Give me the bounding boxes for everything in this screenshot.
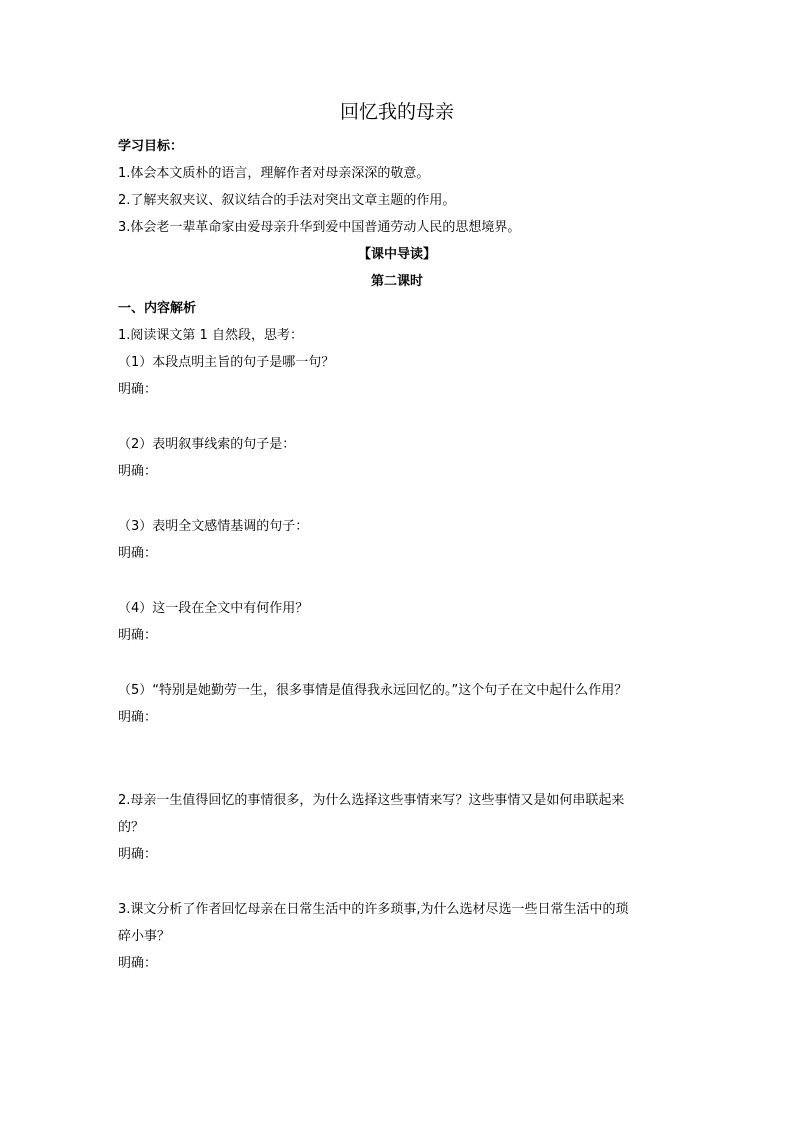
question-2-line-1: 2.母亲一生值得回忆的事情很多，为什么选择这些事情来写？这些事情又是如何串联起来 <box>118 793 625 808</box>
document-title: 回忆我的母亲 <box>339 101 454 123</box>
question-1-sub-3: （3）表明全文感情基调的句子： <box>118 519 309 534</box>
question-1-sub-2: （2）表明叙事线索的句子是： <box>118 437 296 452</box>
goal-item-1: 1.体会本文质朴的语言，理解作者对母亲深深的敬意。 <box>118 166 430 181</box>
question-3-line-1: 3.课文分析了作者回忆母亲在日常生活中的许多琐事,为什么选材尽选一些日常生活中的琐 <box>118 902 629 917</box>
answer-label: 明确： <box>118 628 158 643</box>
goal-item-2: 2.了解夹叙夹议、叙议结合的手法对突出文章主题的作用。 <box>118 193 456 208</box>
question-1-intro: 1.阅读课文第 1 自然段，思考： <box>118 328 303 343</box>
question-3-line-2: 碎小事？ <box>118 929 171 944</box>
question-1-sub-1: （1）本段点明主旨的句子是哪一句？ <box>118 355 335 370</box>
part-heading: 一、内容解析 <box>118 301 197 316</box>
answer-label: 明确： <box>118 847 158 862</box>
answer-label: 明确： <box>118 546 158 561</box>
answer-label: 明确： <box>118 710 158 725</box>
lesson-heading: 第二课时 <box>370 274 423 289</box>
answer-label: 明确： <box>118 956 158 971</box>
answer-label: 明确： <box>118 464 158 479</box>
goal-item-3: 3.体会老一辈革命家由爱母亲升华到爱中国普通劳动人民的思想境界。 <box>118 220 521 235</box>
question-1-sub-5: （5）“特别是她勤劳一生，很多事情是值得我永远回忆的。”这个句子在文中起什么作用？ <box>118 683 628 698</box>
goals-heading: 学习目标： <box>118 139 184 154</box>
question-2-line-2: 的？ <box>118 820 145 835</box>
question-1-sub-4: （4）这一段在全文中有何作用？ <box>118 601 309 616</box>
section-heading: 【课中导读】 <box>357 247 436 262</box>
answer-label: 明确： <box>118 382 158 397</box>
